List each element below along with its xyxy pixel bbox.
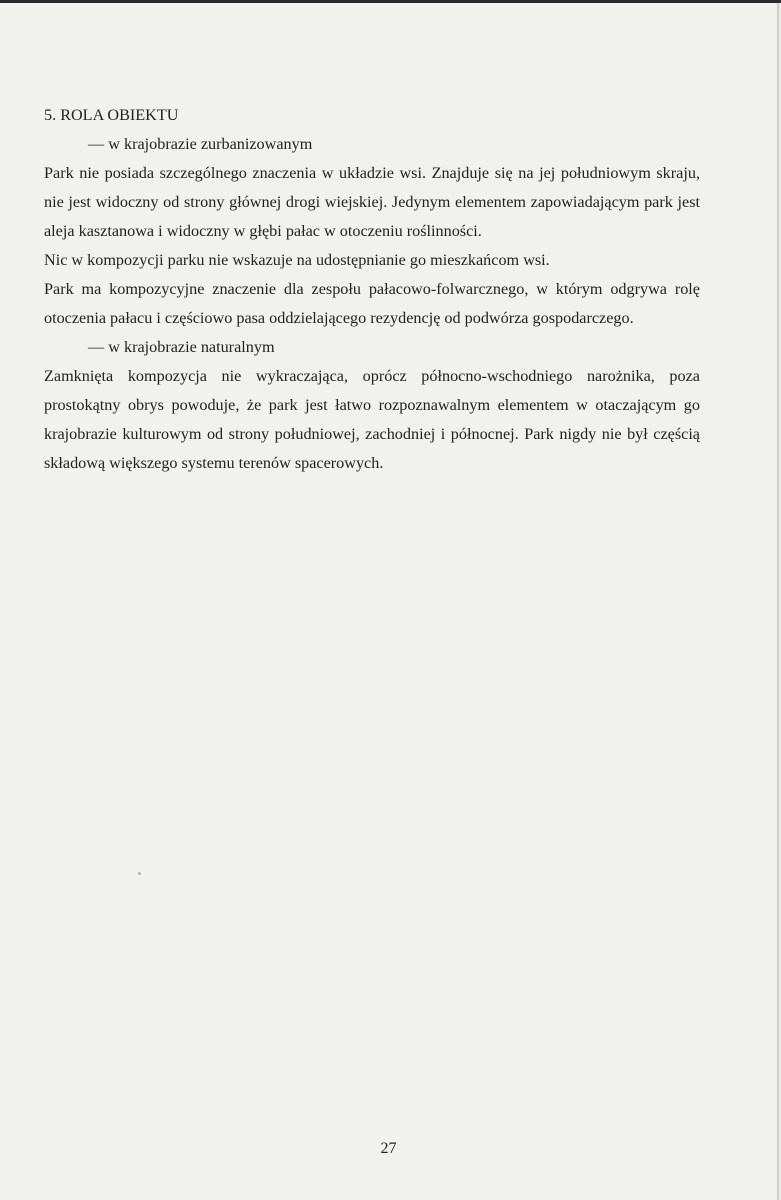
document-page (0, 3, 779, 1200)
scan-speck (138, 872, 141, 875)
page-content (44, 101, 700, 478)
subsection-natural-landscape: — w krajobrazie naturalnym (88, 338, 275, 356)
paragraph-village-role: Park nie posiada szczególnego znaczenia w układzie wsi. Znajduje się na jej południowym skraju, nie jest widoczny od strony głównej drogi wiejskiej. Jedynym elementem zapowiadającym park jest aleja kasztanowa i widoczny w głębi pałac w otoczeniu roślinności. (44, 164, 700, 240)
page-number: 27 (380, 1140, 397, 1157)
paragraph-closed-composition: Zamknięta kompozycja nie wykraczająca, oprócz północno-wschodniego narożnika, poza prostokątny obrys powoduje, że park jest łatwo rozpoznawalnym elementem w otaczającym go krajobrazie kulturowym od strony południowej, zachodniej i północnej. Park nigdy nie był częścią składową większego systemu terenów spacerowych. (44, 367, 700, 472)
paragraph-manor-complex: Park ma kompozycyjne znaczenie dla zespołu pałacowo-folwarcznego, w którym odgrywa rolę otoczenia pałacu i częściowo pasa oddzielającego rezydencję od podwórza gospodarczego. (44, 280, 700, 327)
subsection-urban-landscape: — w krajobrazie zurbanizowanym (88, 135, 313, 153)
paragraph-public-access: Nic w kompozycji parku nie wskazuje na udostępnianie go mieszkańcom wsi. (44, 251, 550, 269)
section-heading: 5. ROLA OBIEKTU (44, 106, 179, 124)
